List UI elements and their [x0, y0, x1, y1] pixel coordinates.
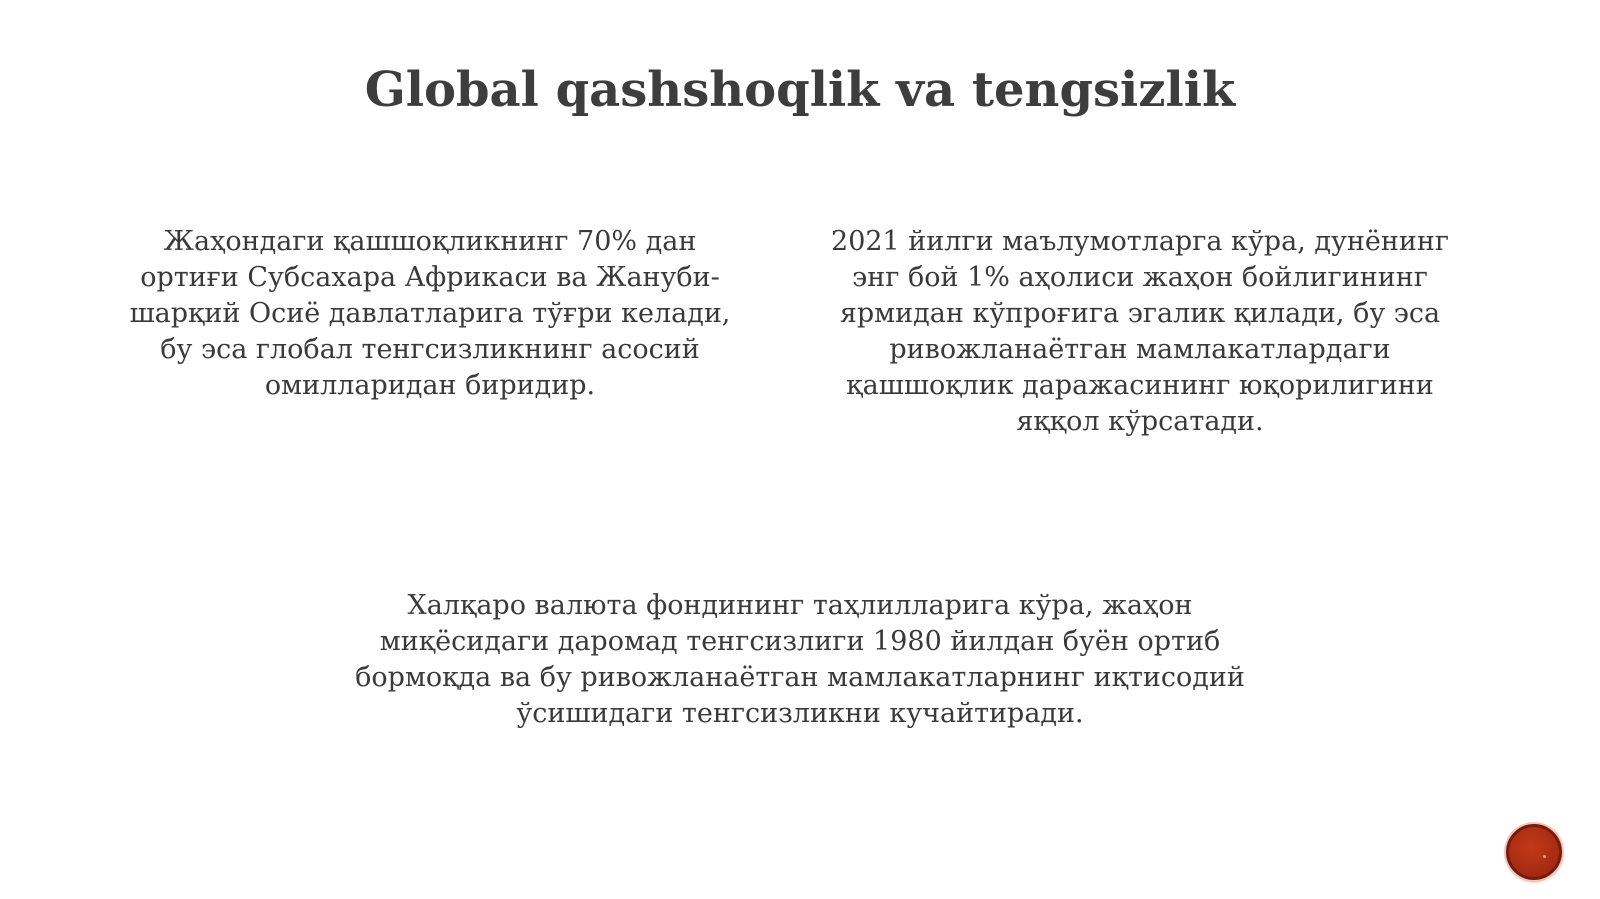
paragraph-right: 2021 йилги маълумотларга кўра, дунёнинг энг бой 1% аҳолиси жаҳон бойлигининг ярмидан кўпроғига эгалик қилади, бу эса ривожланаётган мамлакатлардаги қашшоқлик даражасининг юқорилигини яққол кўрсатади. — [831, 226, 1449, 437]
paragraph-bottom: Халқаро валюта фондининг таҳлилларига кўра, жаҳон миқёсидаги даромад тенгсизлиги 1980 йилдан буён ортиб бормоқда ва бу ривожланаётган мамлакатларнинг иқтисодий ўсишидаги тенгсизликни кучайтиради. — [355, 590, 1245, 729]
circle-nav-icon — [1543, 855, 1546, 858]
slide-title: Global qashshoqlik va tengsizlik — [364, 62, 1236, 118]
paragraph-left: Жаҳондаги қашшоқликнинг 70% дан ортиғи Субсахара Африкаси ва Жануби- шарқий Осиё давлатларига тўғри келади, бу эса глобал тенгсизликнинг асосий омилларидан биридир. — [129, 226, 731, 401]
slide-nav-button[interactable] — [1506, 824, 1562, 880]
